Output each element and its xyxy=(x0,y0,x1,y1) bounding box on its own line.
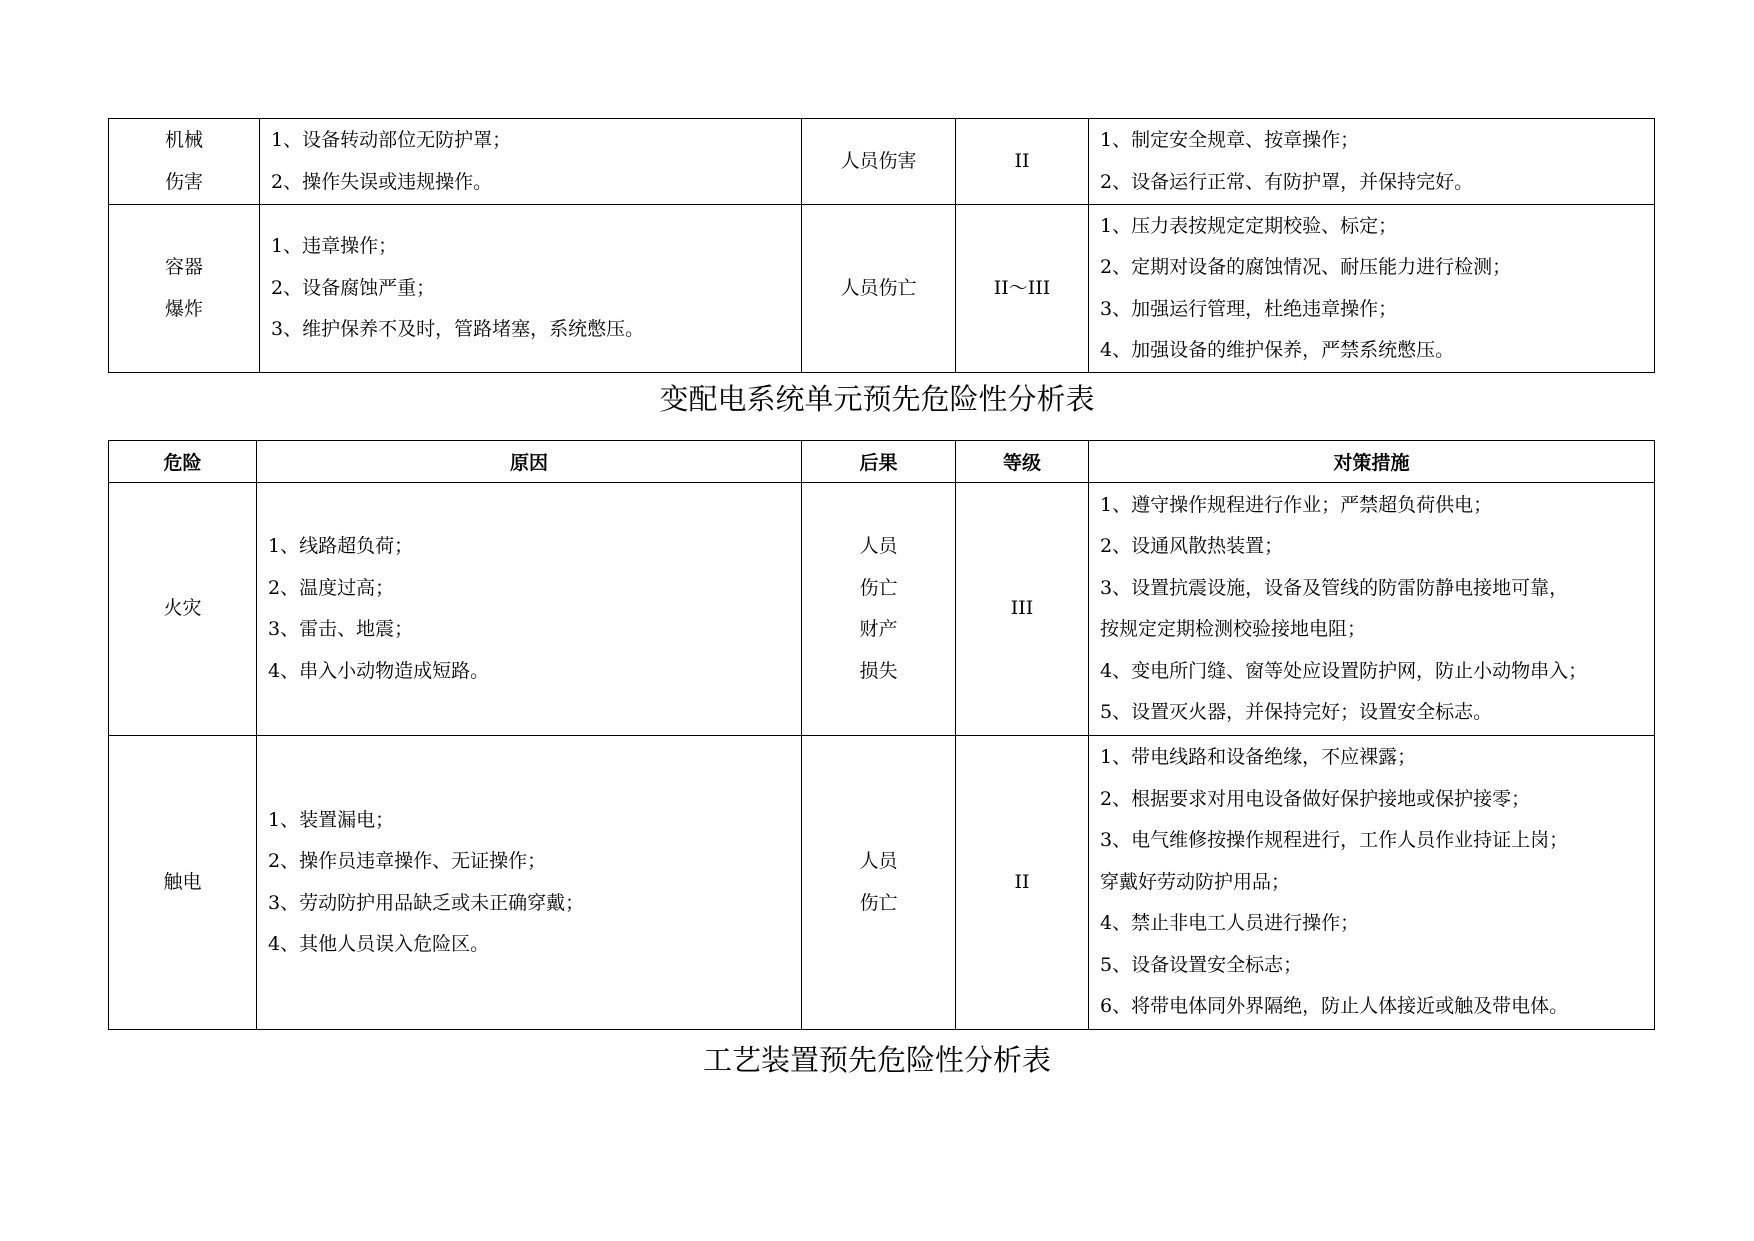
hazard-cell: 机械 伤害 xyxy=(109,119,260,205)
hazard-table-2 xyxy=(108,440,1655,1030)
header-measures: 对策措施 xyxy=(1089,441,1655,483)
cause-cell: 1、设备转动部位无防护罩； 2、操作失误或违规操作。 xyxy=(260,119,802,205)
level-cell: II～III xyxy=(956,205,1089,373)
hazard-cell: 容器 爆炸 xyxy=(109,205,260,373)
hazard-cell: 触电 xyxy=(109,736,257,1030)
level-cell: II xyxy=(956,736,1089,1030)
consequence-cell: 人员 伤亡 财产 损失 xyxy=(802,483,956,736)
header-consequence: 后果 xyxy=(802,441,956,483)
header-hazard: 危险 xyxy=(109,441,257,483)
consequence-cell: 人员伤亡 xyxy=(802,205,956,373)
level-cell: II xyxy=(956,119,1089,205)
hazard-cell: 火灾 xyxy=(109,483,257,736)
table-header-row xyxy=(109,441,1655,483)
section-title: 工艺装置预先危险性分析表 xyxy=(702,1043,1051,1077)
header-cause: 原因 xyxy=(257,441,802,483)
table-row xyxy=(109,483,1655,736)
table-row xyxy=(109,119,1655,205)
table-row xyxy=(109,736,1655,1030)
hazard-table-1 xyxy=(108,118,1655,373)
measures-cell: 1、带电线路和设备绝缘，不应裸露； 2、根据要求对用电设备做好保护接地或保护接零； 3、电气维修按操作规程进行，工作人员作业持证上岗； 穿戴好劳动防护用品； 4、禁止非电工人员进行操作； 5、设备设置安全标志； 6、将带电体同外界隔绝，防止人体接近或触及带电体。 xyxy=(1089,736,1655,1030)
cause-cell: 1、装置漏电； 2、操作员违章操作、无证操作； 3、劳动防护用品缺乏或未正确穿戴； 4、其他人员误入危险区。 xyxy=(257,736,802,1030)
consequence-cell: 人员伤害 xyxy=(802,119,956,205)
consequence-cell: 人员 伤亡 xyxy=(802,736,956,1030)
table-row xyxy=(109,205,1655,373)
header-level: 等级 xyxy=(956,441,1089,483)
measures-cell: 1、遵守操作规程进行作业；严禁超负荷供电； 2、设通风散热装置； 3、设置抗震设施，设备及管线的防雷防静电接地可靠， 按规定定期检测校验接地电阻； 4、变电所门缝、窗等处应设置防护网，防止小动物串入； 5、设置灭火器，并保持完好；设置安全标志。 xyxy=(1089,483,1655,736)
measures-cell: 1、压力表按规定定期校验、标定； 2、定期对设备的腐蚀情况、耐压能力进行检测； 3、加强运行管理，杜绝违章操作； 4、加强设备的维护保养，严禁系统憋压。 xyxy=(1089,205,1655,373)
cause-cell: 1、违章操作； 2、设备腐蚀严重； 3、维护保养不及时，管路堵塞，系统憋压。 xyxy=(260,205,802,373)
level-cell: III xyxy=(956,483,1089,736)
measures-cell: 1、制定安全规章、按章操作； 2、设备运行正常、有防护罩，并保持完好。 xyxy=(1089,119,1655,205)
cause-cell: 1、线路超负荷； 2、温度过高； 3、雷击、地震； 4、串入小动物造成短路。 xyxy=(257,483,802,736)
section-title: 变配电系统单元预先危险性分析表 xyxy=(659,382,1095,416)
